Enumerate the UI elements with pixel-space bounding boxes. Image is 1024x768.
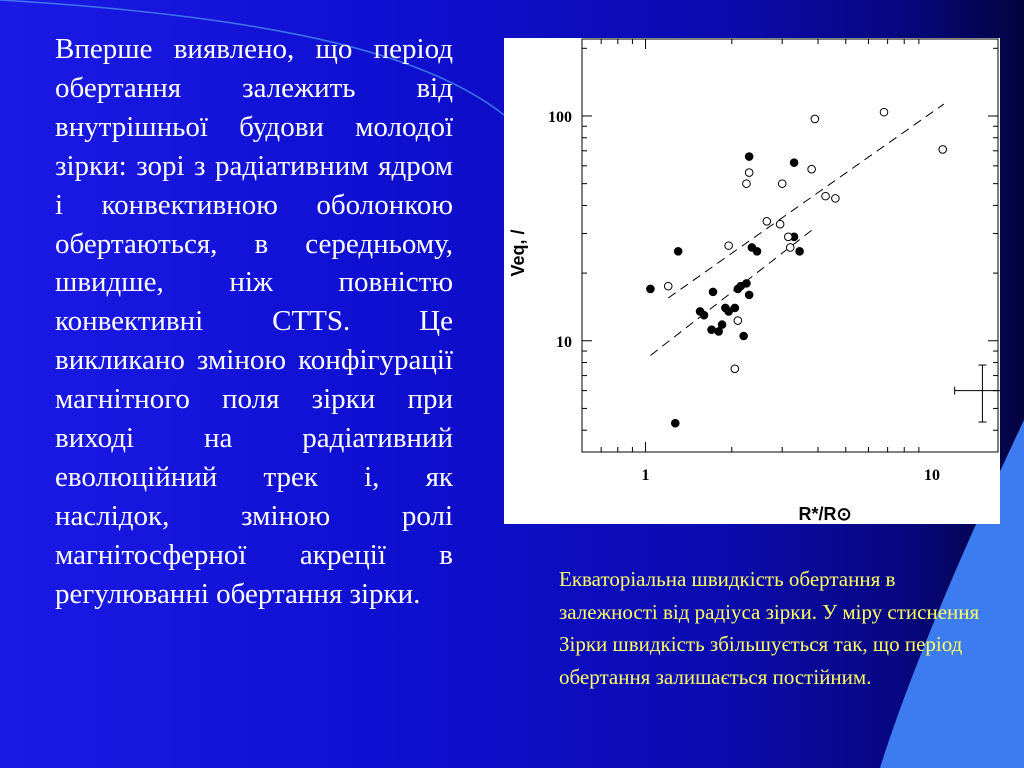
data-point-filled	[745, 153, 753, 161]
data-point-filled	[743, 280, 751, 288]
y-axis-label: Veq, /	[508, 229, 528, 277]
data-point-open	[822, 192, 830, 200]
x-tick-label: 10	[923, 467, 940, 484]
data-point-open	[778, 180, 786, 188]
data-point-open	[731, 365, 739, 373]
data-point-filled	[753, 248, 761, 256]
data-point-open	[776, 220, 784, 228]
data-point-open	[743, 180, 751, 188]
chart-caption: Екваторіальна швидкість обертання в залежності від радіуса зірки. У міру стиснення Зірки швидкість збільшується так, що період обертання залишається постійним.	[559, 567, 980, 689]
data-point-filled	[709, 288, 717, 296]
data-point-filled	[708, 326, 716, 334]
data-point-open	[832, 195, 840, 203]
data-point-open	[811, 115, 819, 123]
chart-panel	[504, 38, 1000, 524]
data-point-open	[763, 217, 771, 225]
data-point-open	[725, 242, 733, 250]
scatter-chart	[504, 38, 1000, 524]
data-point-open	[734, 317, 742, 325]
data-point-open	[939, 146, 947, 154]
data-point-filled	[790, 159, 798, 167]
x-tick-label: 1	[641, 467, 650, 484]
data-point-filled	[700, 311, 708, 319]
data-point-open	[664, 282, 672, 290]
x-axis-label: R*/R⊙	[798, 504, 852, 524]
data-point-open	[745, 169, 753, 177]
y-tick-label: 100	[548, 108, 572, 126]
data-point-open	[880, 108, 888, 116]
data-point-open	[786, 244, 794, 252]
data-point-open	[808, 165, 816, 173]
data-point-filled	[671, 419, 679, 427]
data-point-filled	[647, 285, 655, 293]
data-point-filled	[740, 332, 748, 340]
data-point-filled	[731, 304, 739, 312]
data-point-filled	[745, 291, 753, 299]
y-tick-label: 10	[556, 333, 572, 351]
data-point-filled	[674, 248, 682, 256]
main-text: Вперше виявлено, що період обертання залежить від внутрішньої будови молодої зірки: зорі з радіативним ядром і конвективною оболонкою обертаються, в середньому, швидше, ніж повністю конвективні CTTS. Це викликано зміною конфігурації магнітного поля зірки при виході на радіативний еволюційний трек і, як наслідок, зміною ролі магнітосферної акреції в регулюванні обертання зірки.	[55, 33, 453, 610]
data-point-open	[784, 233, 792, 241]
data-point-filled	[718, 321, 726, 329]
data-point-filled	[796, 248, 804, 256]
trend-line	[668, 104, 944, 298]
